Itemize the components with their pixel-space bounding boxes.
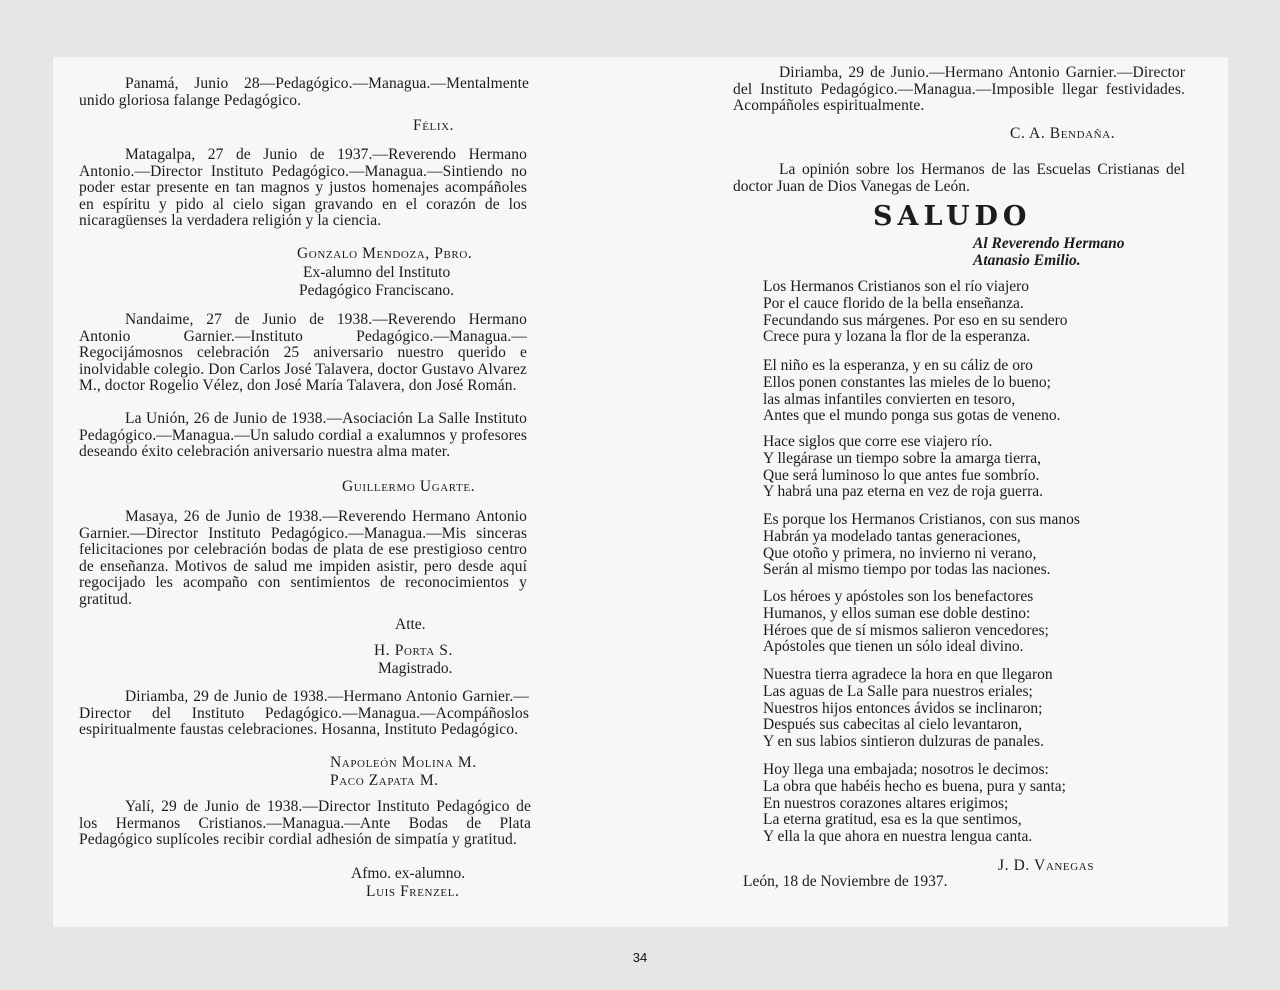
- telegram-signature: Guillermo Ugarte.: [342, 478, 476, 495]
- telegram-signature: Magistrado.: [378, 660, 453, 677]
- verse-line: Por el cauce florido de la bella enseñanza.: [763, 294, 1024, 312]
- verse-line: Habrán ya modelado tantas generaciones,: [763, 527, 1021, 545]
- verse-line: las almas infantiles convierten en tesoro,: [763, 390, 1016, 408]
- verse-line: Apóstoles que tienen un sólo ideal divino.: [763, 638, 1024, 656]
- telegram-message: Matagalpa, 27 de Junio de 1937.—Reverendo Hermano Antonio.—Director Instituto Pedagógico.—Managua.—Sintiendo no poder estar presente en tan magnos y justos homenajes acompáñoles en espíritu y pido al cielo sigan gravando en el corazón de los nicaragüenses la verdadera religión y la ciencia.: [79, 146, 527, 229]
- poem-stanza: [763, 762, 1066, 846]
- verse-line: Nuestros hijos entonces ávidos se inclinaron;: [763, 699, 1043, 717]
- telegram-signature: Atte.: [395, 616, 426, 633]
- verse-line: Y ella la que ahora en nuestra lengua canta.: [763, 828, 1033, 846]
- verse-line: Y habrá una paz eterna en vez de roja guerra.: [763, 483, 1043, 501]
- verse-line: Humanos, y ellos suman ese doble destino:: [763, 604, 1031, 622]
- poem-dedication: [973, 236, 1125, 270]
- scanned-page-spread: [53, 57, 1228, 927]
- verse-line: Fecundando sus márgenes. Por eso en su sendero: [763, 311, 1068, 329]
- verse-line: El niño es la esperanza, y en su cáliz de oro: [763, 357, 1033, 374]
- verse-line: Antes que el mundo ponga sus gotas de veneno.: [763, 407, 1061, 425]
- verse-line: Los Hermanos Cristianos son el río viajero: [763, 278, 1030, 295]
- verse-line: Nuestra tierra agradece la hora en que llegaron: [763, 666, 1053, 683]
- telegram-signature: C. A. Bendaña.: [1010, 125, 1116, 142]
- right-page: [653, 57, 1228, 927]
- page-number: 34: [632, 950, 648, 965]
- verse-line: Que será luminoso lo que antes fue sombrío.: [763, 466, 1040, 484]
- verse-line: Los héroes y apóstoles son los benefactores: [763, 588, 1034, 605]
- telegram-message: Yalí, 29 de Junio de 1938.—Director Instituto Pedagógico de los Hermanos Cristianos.—Managua.—Ante Bodas de Plata Pedagógico suplícoles recibir cordial adhesión de simpatía y gratitud.: [79, 798, 531, 848]
- verse-line: Y llegárase un tiempo sobre la amarga tierra,: [763, 449, 1042, 467]
- dedication-line: Al Reverendo Hermano: [973, 235, 1125, 252]
- poem-introduction: La opinión sobre los Hermanos de las Escuelas Cristianas del doctor Juan de Dios Vanegas de León.: [733, 161, 1185, 195]
- poem-stanza: [763, 358, 1060, 425]
- left-page: [53, 57, 633, 927]
- verse-line: Serán al mismo tiempo por todas las naciones.: [763, 561, 1051, 579]
- telegram-signature: Paco Zapata M.: [330, 772, 439, 789]
- telegram-signature: Luis Frenzel.: [366, 883, 460, 900]
- poem-stanza: [763, 589, 1049, 656]
- poem-author: J. D. Vanegas: [998, 857, 1095, 874]
- verse-line: Las aguas de La Salle para nuestros eriales;: [763, 682, 1033, 700]
- verse-line: La eterna gratitud, esa es la que sentimos,: [763, 811, 1022, 829]
- dedication-line: Atanasio Emilio.: [973, 251, 1081, 269]
- poem-stanza: [763, 279, 1068, 346]
- telegram-message: Diriamba, 29 de Junio de 1938.—Hermano Antonio Garnier.—Director del Instituto Pedagógico.—Managua.—Acompáñoslos espiritualmente faustas celebraciones. Hosanna, Instituto Pedagógico.: [79, 688, 529, 738]
- telegram-message: La Unión, 26 de Junio de 1938.—Asociación La Salle Instituto Pedagógico.—Managua.—Un saludo cordial a exalumnos y profesores deseando éxito celebración aniversario nuestra alma mater.: [79, 410, 527, 460]
- poem-place-date: León, 18 de Noviembre de 1937.: [743, 873, 948, 890]
- telegram-signature: Afmo. ex-alumno.: [351, 865, 466, 882]
- verse-line: Después sus cabecitas al cielo levantaron,: [763, 716, 1023, 734]
- poem-stanza: [763, 434, 1043, 501]
- telegram-signature: Gonzalo Mendoza, Pbro.: [297, 245, 473, 262]
- verse-line: La obra que habéis hecho es buena, pura y santa;: [763, 777, 1066, 795]
- verse-line: Es porque los Hermanos Cristianos, con sus manos: [763, 511, 1080, 528]
- telegram-signature: Pedagógico Franciscano.: [299, 282, 454, 299]
- poem-stanza: [763, 667, 1053, 751]
- verse-line: En nuestros corazones altares erigimos;: [763, 794, 1009, 812]
- poem-stanza: [763, 512, 1080, 579]
- verse-line: Ellos ponen constantes las mieles de lo bueno;: [763, 373, 1051, 391]
- verse-line: Héroes que de sí mismos salieron vencedores;: [763, 621, 1049, 639]
- telegram-signature: H. Porta S.: [374, 642, 453, 659]
- verse-line: Hoy llega una embajada; nosotros le decimos:: [763, 761, 1049, 778]
- telegram-signature: Félix.: [413, 117, 455, 134]
- verse-line: Y en sus labios sintieron dulzuras de panales.: [763, 733, 1044, 751]
- poem-title: SALUDO: [873, 201, 1032, 232]
- telegram-message: Nandaime, 27 de Junio de 1938.—Reverendo Hermano Antonio Garnier.—Instituto Pedagógico.—Managua.—Regocijámosnos celebración 25 aniversario nuestro querido e inolvidable colegio. Don Carlos José Talavera, doctor Gustavo Alvarez M., doctor Rogelio Vélez, don José María Talavera, don José Román.: [79, 311, 527, 394]
- telegram-message: Masaya, 26 de Junio de 1938.—Reverendo Hermano Antonio Garnier.—Director Instituto Pedagógico.—Managua.—Mis sinceras felicitaciones por celebración bodas de plata de ese prestigioso centro de enseñanza. Motivos de salud me impiden asistir, pero desde aquí regocijado les acompaño con sentimientos de reconocimientos y gratitud.: [79, 508, 527, 608]
- telegram-message: Panamá, Junio 28—Pedagógico.—Managua.—Mentalmente unido gloriosa falange Pedagógico.: [79, 75, 529, 109]
- verse-line: Crece pura y lozana la flor de la esperanza.: [763, 328, 1031, 346]
- telegram-message: Diriamba, 29 de Junio.—Hermano Antonio Garnier.—Director del Instituto Pedagógico.—Managua.—Imposible llegar festividades. Acompáñoles espiritualmente.: [733, 64, 1185, 114]
- verse-line: Que otoño y primera, no invierno ni verano,: [763, 544, 1037, 562]
- telegram-signature: Ex-alumno del Instituto: [303, 264, 451, 281]
- verse-line: Hace siglos que corre ese viajero río.: [763, 433, 993, 450]
- telegram-signature: Napoleón Molina M.: [330, 754, 477, 771]
